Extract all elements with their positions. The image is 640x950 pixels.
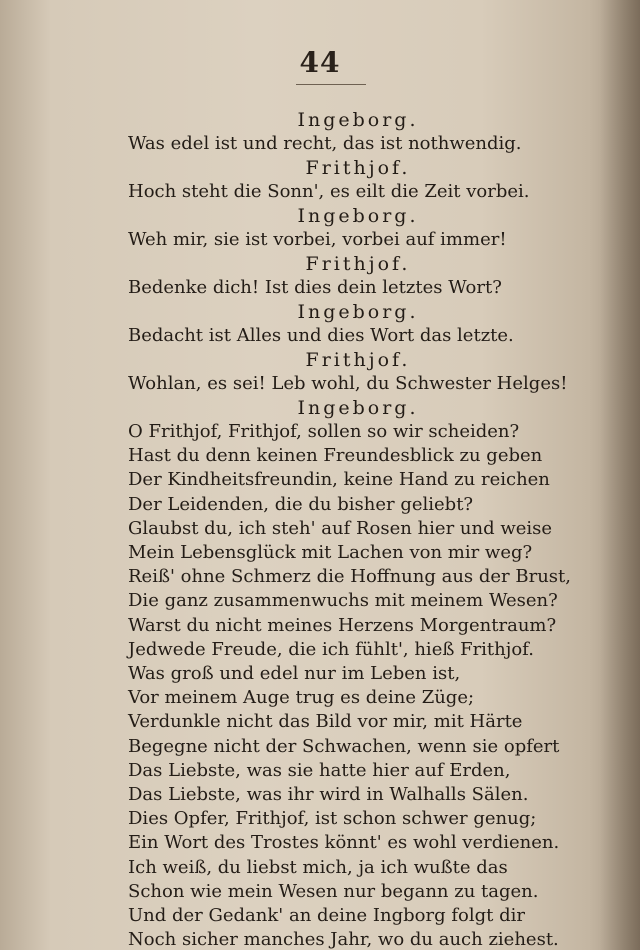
dialogue-exchange	[128, 204, 528, 252]
verse-line: Bedenke dich! Ist dies dein letztes Wort?	[128, 277, 502, 298]
verse-line: Ich weiß, du liebst mich, ja ich wußte das	[128, 856, 508, 878]
verse-line: Begegne nicht der Schwachen, wenn sie opfert	[128, 735, 560, 757]
dialogue-exchange	[128, 252, 528, 300]
verse-line: Vor meinem Auge trug es deine Züge;	[128, 687, 475, 709]
verse-line: Ein Wort des Trostes könnt' es wohl verdienen.	[128, 832, 560, 854]
verse-line: Warst du nicht meines Herzens Morgentraum?	[128, 614, 557, 636]
verse-line: Hast du denn keinen Freundesblick zu geben	[128, 445, 543, 467]
dialogue-exchange	[128, 300, 528, 348]
speaker-name: Ingeborg.	[297, 397, 419, 419]
verse-line: Wohlan, es sei! Leb wohl, du Schwester Helges!	[128, 373, 568, 394]
speaker-name: Ingeborg.	[297, 109, 419, 131]
speaker-name: Ingeborg.	[297, 301, 419, 323]
verse-line: Schon wie mein Wesen nur begann zu tagen.	[128, 880, 539, 902]
verse-line: Was groß und edel nur im Leben ist,	[128, 663, 461, 685]
speaker-name: Frithjof.	[305, 253, 411, 275]
final-speech	[128, 396, 571, 950]
verse-line: Weh mir, sie ist vorbei, vorbei auf immer!	[128, 229, 507, 250]
verse-line: Hoch steht die Sonn', es eilt die Zeit vorbei.	[128, 181, 530, 202]
verse-line: Noch sicher manches Jahr, wo du auch ziehest.	[128, 929, 559, 950]
verse-line: Was edel ist und recht, das ist nothwendig.	[128, 133, 522, 154]
verse-line: O Frithjof, Frithjof, sollen so wir scheiden?	[128, 421, 520, 442]
poem-text	[128, 108, 571, 950]
verse-line: Der Kindheitsfreundin, keine Hand zu reichen	[128, 469, 550, 491]
verse-line: Reiß' ohne Schmerz die Hoffnung aus der Brust,	[128, 566, 571, 588]
verse-line: Die ganz zusammenwuchs mit meinem Wesen?	[128, 590, 558, 612]
speaker-name: Ingeborg.	[297, 205, 419, 227]
page-number-rule	[296, 84, 366, 85]
verse-line: Mein Lebensglück mit Lachen von mir weg?	[128, 542, 533, 564]
speaker-name: Frithjof.	[305, 157, 411, 179]
verse-line: Und der Gedank' an deine Ingborg folgt dir	[128, 905, 525, 927]
page-number: 44	[299, 46, 341, 79]
verse-line: Jedwede Freude, die ich fühlt', hieß Frithjof.	[128, 638, 534, 660]
speaker-name: Frithjof.	[305, 349, 411, 371]
dialogue-exchange	[128, 348, 568, 396]
dialogue-exchange	[128, 108, 528, 156]
verse-line: Der Leidenden, die du bisher geliebt?	[128, 493, 474, 515]
verse-line: Glaubst du, ich steh' auf Rosen hier und weise	[128, 517, 553, 539]
verse-line: Das Liebste, was sie hatte hier auf Erden,	[128, 759, 511, 781]
dialogue-exchange	[128, 156, 528, 204]
verse-line: Das Liebste, was ihr wird in Walhalls Sälen.	[128, 784, 529, 806]
verse-line: Bedacht ist Alles und dies Wort das letzte.	[128, 325, 514, 346]
verse-line: Verdunkle nicht das Bild vor mir, mit Härte	[128, 711, 523, 733]
page-gutter-shadow	[600, 0, 640, 950]
verse-line: Dies Opfer, Frithjof, ist schon schwer genug;	[128, 808, 537, 830]
